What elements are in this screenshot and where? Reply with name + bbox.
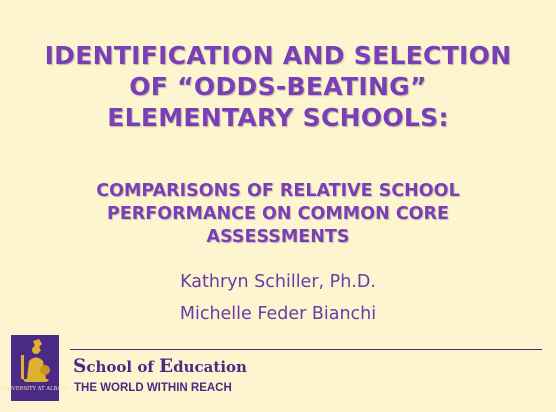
title-line-1: IDENTIFICATION AND SELECTION: [44, 41, 512, 70]
author-2: Michelle Feder Bianchi: [179, 304, 377, 324]
school-name-e: E: [159, 356, 174, 377]
school-name-part2: ducation: [173, 358, 247, 376]
subtitle-line-1: COMPARISONS OF RELATIVE SCHOOL: [96, 181, 460, 201]
tagline: THE WORLD WITHIN REACH: [74, 382, 232, 394]
author-1: Kathryn Schiller, Ph.D.: [180, 272, 376, 292]
minerva-icon: [1, 335, 69, 401]
footer-divider: [70, 349, 542, 350]
title-line-3: ELEMENTARY SCHOOLS:: [107, 103, 449, 132]
subtitle-line-2: PERFORMANCE ON COMMON CORE: [107, 204, 449, 224]
school-name: [73, 356, 247, 377]
slide-title: [0, 40, 556, 133]
subtitle-line-3: ASSESSMENTS: [206, 227, 350, 247]
school-name-s: S: [73, 356, 87, 377]
logo-text: UNIVERSITY AT ALBANY: [1, 386, 69, 392]
university-logo: [1, 335, 69, 401]
title-line-2: OF “ODDS-BEATING”: [129, 72, 427, 101]
school-name-part1: chool of: [86, 358, 160, 376]
slide-subtitle: [0, 180, 556, 249]
